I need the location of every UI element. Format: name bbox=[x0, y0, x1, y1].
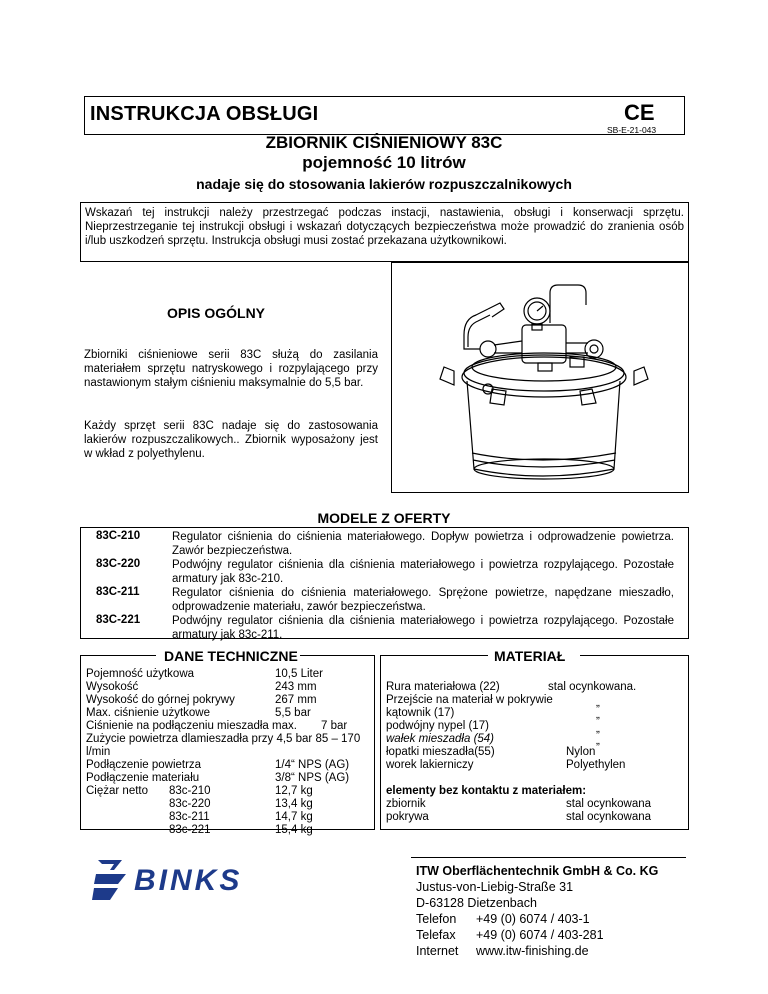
material-label: zbiornik bbox=[386, 798, 426, 810]
binks-mark-icon bbox=[92, 858, 132, 902]
model-description: Regulator ciśnienia do ciśnienia materiałowego. Dopływ powietrza i odprowadzenie powietrza. Zawór bezpieczeństwa. bbox=[172, 531, 674, 558]
tech-heading: DANE TECHNICZNE bbox=[164, 648, 298, 664]
tech-label: Pojemność użytkowa bbox=[86, 668, 195, 680]
company-address bbox=[416, 863, 688, 959]
material-heading: MATERIAŁ bbox=[494, 648, 566, 664]
material-label: Przejście na materiał w pokrywie bbox=[386, 694, 553, 706]
ce-mark: CE bbox=[624, 100, 655, 125]
tech-value: 7 bar bbox=[321, 720, 348, 732]
ditto-mark: „ bbox=[596, 697, 600, 709]
weight-model: 83c-211 bbox=[169, 811, 210, 823]
material-label: pokrywa bbox=[386, 811, 429, 823]
tech-label: Ciśnienie na podłączeniu mieszadła max. bbox=[86, 720, 297, 732]
product-name: ZBIORNIK CIŚNIENIOWY 83C bbox=[265, 133, 503, 152]
material-label: podwójny nypel (17) bbox=[386, 720, 489, 732]
product-capacity: pojemność 10 litrów bbox=[302, 153, 466, 172]
tech-label: Ciężar netto bbox=[86, 785, 149, 797]
noncontact-heading: elementy bez kontaktu z materiałem: bbox=[386, 785, 587, 797]
tech-label: Max. ciśnienie użytkowe bbox=[86, 707, 210, 719]
web-value[interactable]: www.itw-finishing.de bbox=[476, 944, 589, 958]
phone-row bbox=[416, 911, 688, 927]
ditto-mark: „ bbox=[596, 723, 600, 735]
binks-logo bbox=[92, 858, 264, 902]
tech-label: Wysokość bbox=[86, 681, 139, 693]
material-label: worek lakierniczy bbox=[386, 759, 474, 771]
tech-label: l/min bbox=[86, 746, 111, 758]
material-value: stal ocynkowana bbox=[566, 798, 652, 810]
tech-label: Podłączenie materiału bbox=[86, 772, 200, 784]
document-code: SB-E-21-043 bbox=[607, 125, 657, 135]
material-value: Polyethylen bbox=[566, 759, 626, 771]
weight-value: 12,7 kg bbox=[275, 785, 313, 797]
footer-rule bbox=[411, 857, 686, 858]
weight-model: 83c-220 bbox=[169, 798, 211, 810]
models-heading: MODELE Z OFERTY bbox=[317, 510, 451, 526]
weight-value: 15,4 kg bbox=[275, 824, 313, 836]
material-label: kątownik (17) bbox=[386, 707, 455, 719]
material-value: stal ocynkowana. bbox=[548, 681, 637, 693]
tech-label: Zużycie powietrza dlamieszadła przy 4,5 bar 85 – 170 bbox=[86, 733, 361, 745]
tech-value: 267 mm bbox=[275, 694, 317, 706]
weight-value: 14,7 kg bbox=[275, 811, 313, 823]
weight-model: 83c-221 bbox=[169, 824, 211, 836]
weight-model: 83c-210 bbox=[169, 785, 211, 797]
tech-value: 10,5 Liter bbox=[275, 668, 323, 680]
general-paragraph-1: Zbiorniki ciśnieniowe serii 83C służą do zasilania materiałem sprzętu natryskowego i rozpylającego przy nastawionym stałym ciśnieniu maksymalnie do 5,5 bar. bbox=[84, 349, 378, 390]
weight-value: 13,4 kg bbox=[275, 798, 313, 810]
tech-label: Podłączenie powietrza bbox=[86, 759, 202, 771]
general-heading: OPIS OGÓLNY bbox=[167, 305, 266, 321]
binks-logo-text: BINKS bbox=[134, 864, 243, 897]
general-paragraph-2: Każdy sprzęt serii 83C nadaje się do zastosowania lakierów rozpuszczalikowych.. Zbiornik wyposażony jest w wkład z polyethylenu. bbox=[84, 420, 378, 461]
model-code: 83C-210 bbox=[96, 530, 141, 542]
model-code: 83C-211 bbox=[96, 586, 140, 598]
ditto-mark: „ bbox=[596, 709, 600, 721]
web-row bbox=[416, 943, 688, 959]
ditto-mark: „ bbox=[596, 735, 600, 747]
model-description: Regulator ciśnienia do ciśnienia materiałowego. Sprężone powietrze, napędzane mieszadło, odprowadzenie materiału, zawór bezpieczeństwa. bbox=[172, 587, 674, 614]
phone-label: Telefon bbox=[416, 912, 457, 926]
tech-label: Wysokość do górnej pokrywy bbox=[86, 694, 235, 706]
product-image-frame bbox=[391, 262, 689, 493]
model-code: 83C-221 bbox=[96, 614, 141, 626]
fax-label: Telefax bbox=[416, 928, 456, 942]
tech-value: 3/8“ NPS (AG) bbox=[275, 772, 350, 784]
phone-value: +49 (0) 6074 / 403-1 bbox=[476, 912, 590, 926]
fax-row bbox=[416, 927, 688, 943]
web-label: Internet bbox=[416, 944, 459, 958]
model-description: Podwójny regulator ciśnienia dla ciśnienia materiałowego i powietrza rozpylającego. Pozostałe armatury jak 83c-210. bbox=[172, 559, 674, 586]
material-label: wałek mieszadła (54) bbox=[386, 733, 495, 745]
material-label: łopatki mieszadła(55) bbox=[386, 746, 495, 758]
model-code: 83C-220 bbox=[96, 558, 141, 570]
warning-text: Wskazań tej instrukcji należy przestrzegać podczas instacji, nastawienia, obsługi i konserwacji sprzętu. Nieprzestrzeganie tej instrukcji obsługi i wskazań dotyczących bezpieczeństwa może prowadzić do zranienia osób i/lub uszkodzeń sprzętu. Instrukcja obsługi musi zostać przekazana użytkownikowi. bbox=[85, 207, 684, 247]
tech-value: 1/4“ NPS (AG) bbox=[275, 759, 350, 771]
tech-value: 243 mm bbox=[275, 681, 317, 693]
material-label: Rura materiałowa (22) bbox=[386, 681, 500, 693]
product-suitability: nadaje się do stosowania lakierów rozpuszczalnikowych bbox=[196, 176, 572, 192]
material-value: stal ocynkowana bbox=[566, 811, 652, 823]
fax-value: +49 (0) 6074 / 403-281 bbox=[476, 928, 604, 942]
company-street: Justus-von-Liebig-Straße 31 bbox=[416, 880, 574, 894]
tech-value: 5,5 bar bbox=[275, 707, 311, 719]
company-city: D-63128 Dietzenbach bbox=[416, 896, 537, 910]
material-value: Nylon bbox=[566, 746, 596, 758]
company-name: ITW Oberflächentechnik GmbH & Co. KG bbox=[416, 864, 659, 878]
document-title: INSTRUKCJA OBSŁUGI bbox=[90, 103, 319, 125]
model-description: Podwójny regulator ciśnienia dla ciśnienia materiałowego i powietrza rozpylającego. Pozostałe armatury jak 83c-211. bbox=[172, 615, 674, 642]
pressure-tank-illustration bbox=[392, 263, 688, 492]
